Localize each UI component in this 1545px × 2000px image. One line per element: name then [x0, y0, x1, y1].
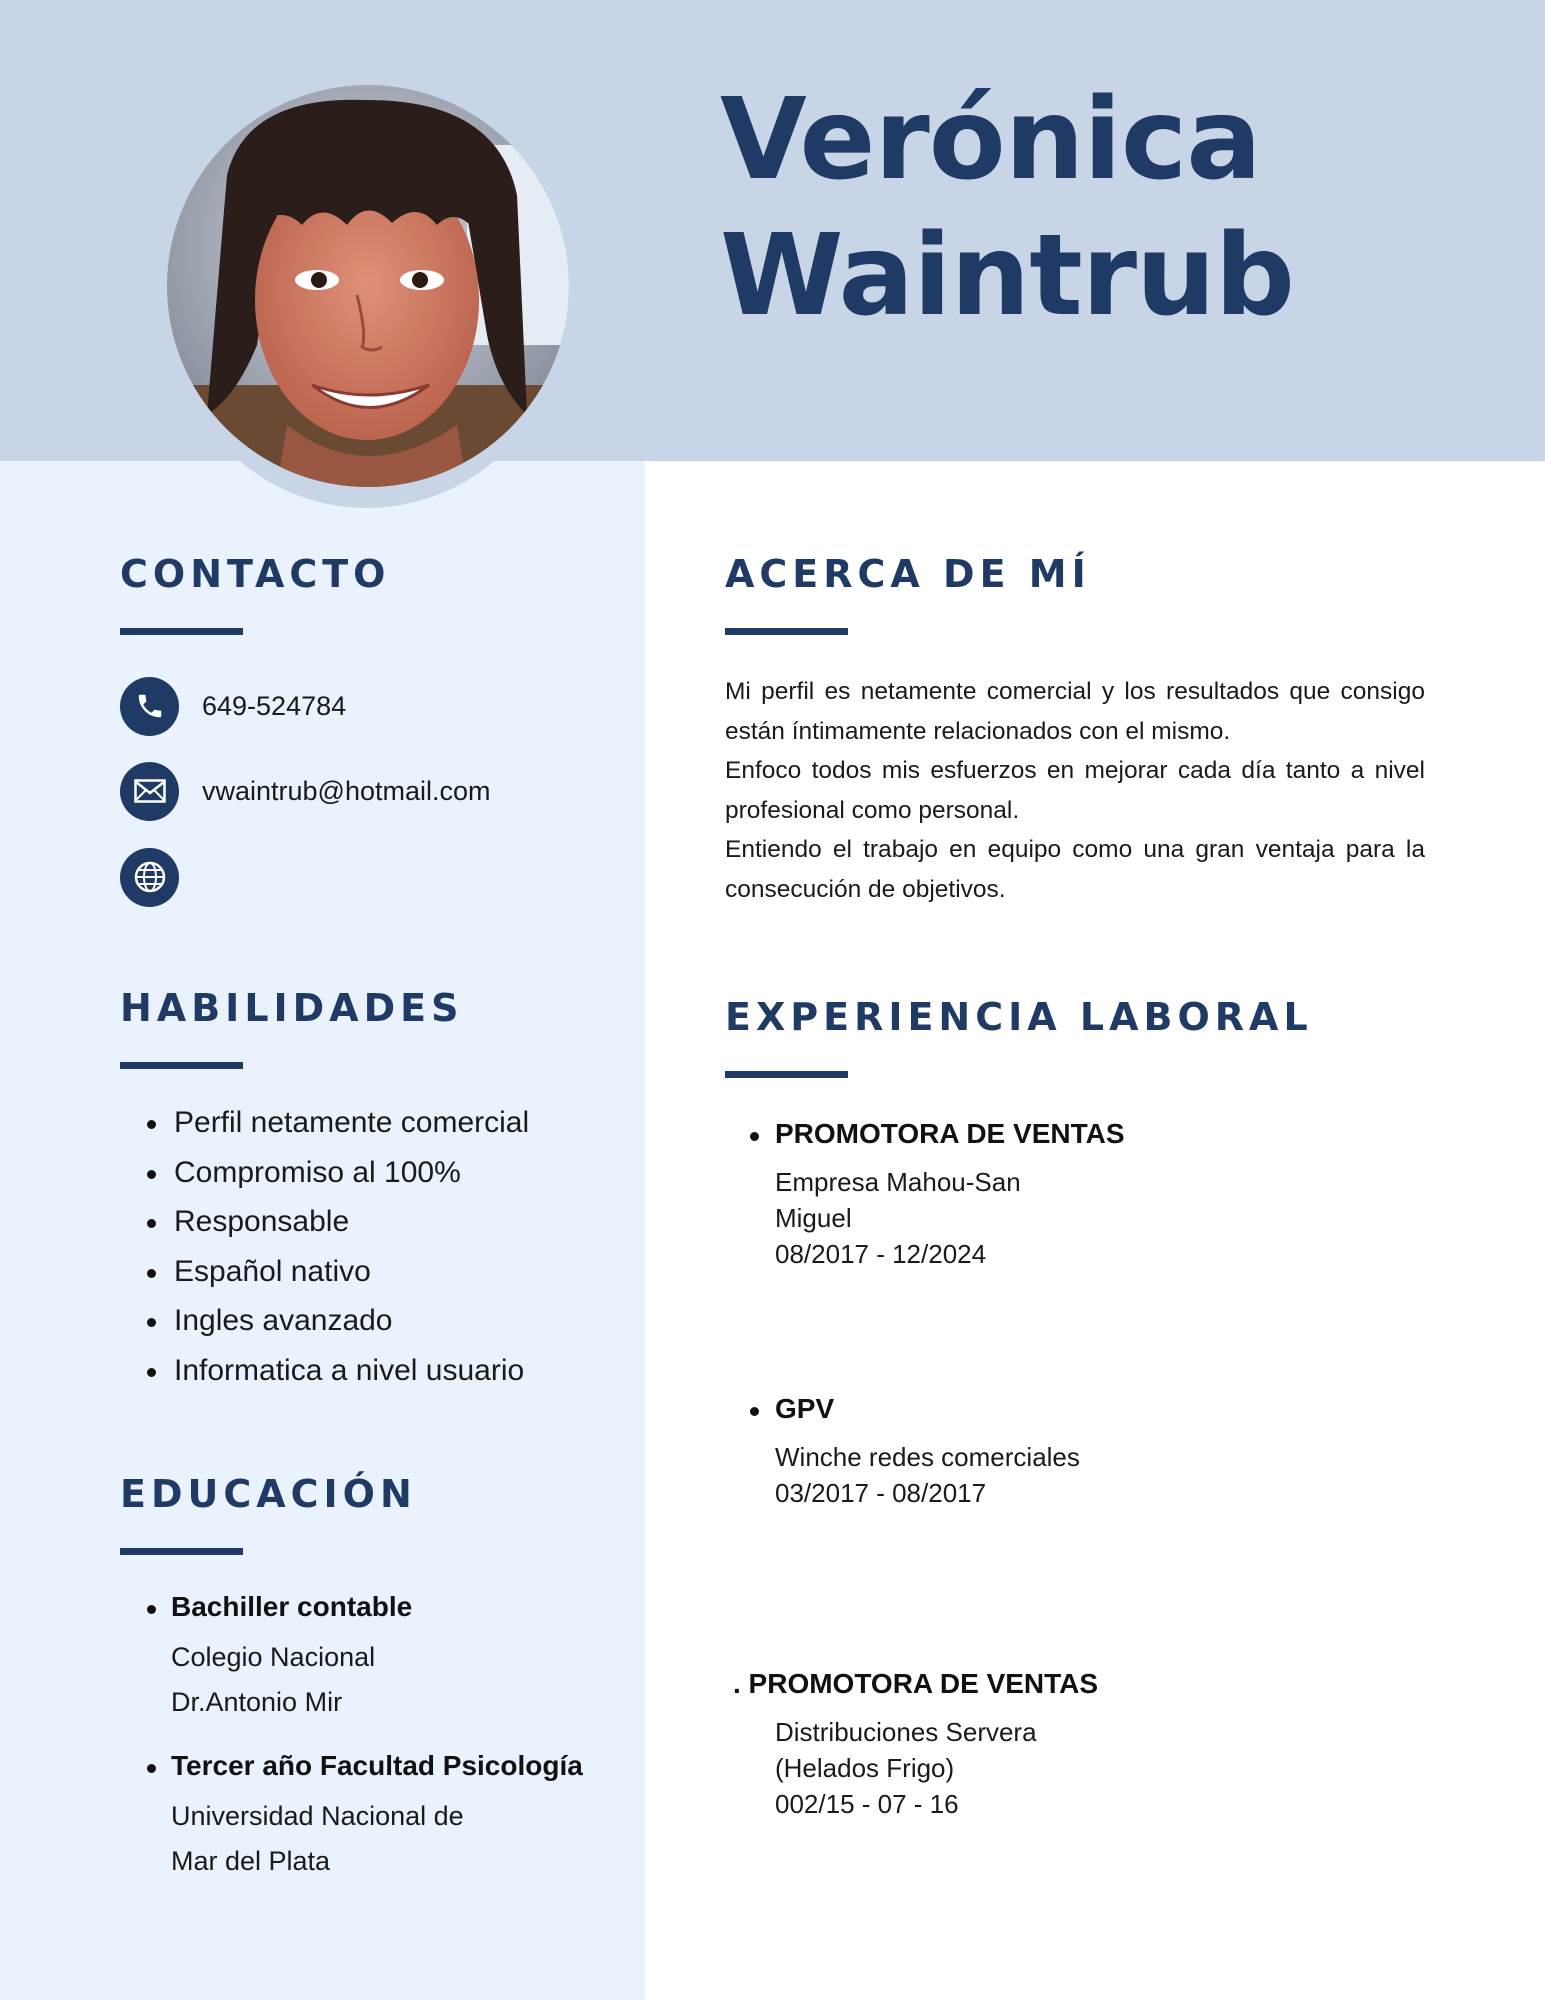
education-title: EDUCACIÓN [120, 1472, 417, 1516]
education-item-line: Universidad Nacional de [171, 1801, 464, 1831]
education-item [147, 1750, 583, 1884]
first-name: Verónica [720, 75, 1261, 205]
skill-item: Español nativo [147, 1247, 529, 1297]
about-paragraph: Enfoco todos mis esfuerzos en mejorar cada día tanto a nivel profesional como personal. [725, 757, 1425, 824]
contact-title: CONTACTO [120, 552, 391, 596]
education-item-line: Colegio Nacional [171, 1642, 376, 1672]
job-entry [750, 1118, 1125, 1272]
job-line: 002/15 - 07 - 16 [775, 1789, 959, 1819]
skill-item: Perfil netamente comercial [147, 1098, 529, 1148]
job-line: Empresa Mahou-San [775, 1167, 1021, 1197]
education-rule [120, 1548, 243, 1555]
job-line: (Helados Frigo) [775, 1753, 955, 1783]
job-line: 03/2017 - 08/2017 [775, 1478, 987, 1508]
contact-web-row [120, 847, 202, 907]
skill-item: Ingles avanzado [147, 1296, 529, 1346]
contact-email-row [120, 761, 491, 821]
about-paragraph: Mi perfil es netamente comercial y los resultados que consigo están íntimamente relacionados con el mismo. [725, 678, 1425, 745]
about-text [725, 672, 1425, 909]
skill-item: Informatica a nivel usuario [147, 1346, 529, 1396]
contact-phone-row [120, 676, 346, 736]
about-title: ACERCA DE MÍ [725, 552, 1091, 596]
job-line: 08/2017 - 12/2024 [775, 1239, 987, 1269]
education-item-title: Tercer año Facultad Psicología [147, 1750, 583, 1782]
phone-icon [120, 677, 179, 736]
job-line: Miguel [775, 1203, 852, 1233]
job-title: PROMOTORA DE VENTAS [750, 1118, 1125, 1150]
job-entry [750, 1393, 1080, 1511]
job-entry [733, 1668, 1098, 1822]
about-paragraph: Entiendo el trabajo en equipo como una gran ventaja para la consecución de objetivos. [725, 836, 1425, 903]
skills-list [147, 1098, 529, 1395]
skill-item: Compromiso al 100% [147, 1148, 529, 1198]
about-rule [725, 628, 848, 635]
job-line: Winche redes comerciales [775, 1442, 1080, 1472]
education-item-line: Mar del Plata [171, 1846, 331, 1876]
experience-title: EXPERIENCIA LABORAL [725, 995, 1313, 1039]
contact-rule [120, 628, 243, 635]
job-line: Distribuciones Servera [775, 1717, 1037, 1747]
skills-title: HABILIDADES [120, 986, 464, 1030]
skill-item: Responsable [147, 1197, 529, 1247]
job-title: GPV [750, 1393, 1080, 1425]
job-title: . PROMOTORA DE VENTAS [733, 1668, 1099, 1699]
skills-rule [120, 1062, 243, 1069]
education-item [147, 1591, 412, 1725]
mail-icon [120, 762, 179, 821]
candidate-name [720, 72, 1294, 344]
last-name: Waintrub [720, 211, 1294, 341]
profile-photo [167, 85, 569, 487]
email-address[interactable]: vwaintrub@hotmail.com [202, 775, 491, 806]
education-item-line: Dr.Antonio Mir [171, 1687, 343, 1717]
globe-icon [120, 848, 179, 907]
phone-number[interactable]: 649-524784 [202, 690, 347, 721]
education-item-title: Bachiller contable [147, 1591, 412, 1623]
experience-rule [725, 1071, 848, 1078]
